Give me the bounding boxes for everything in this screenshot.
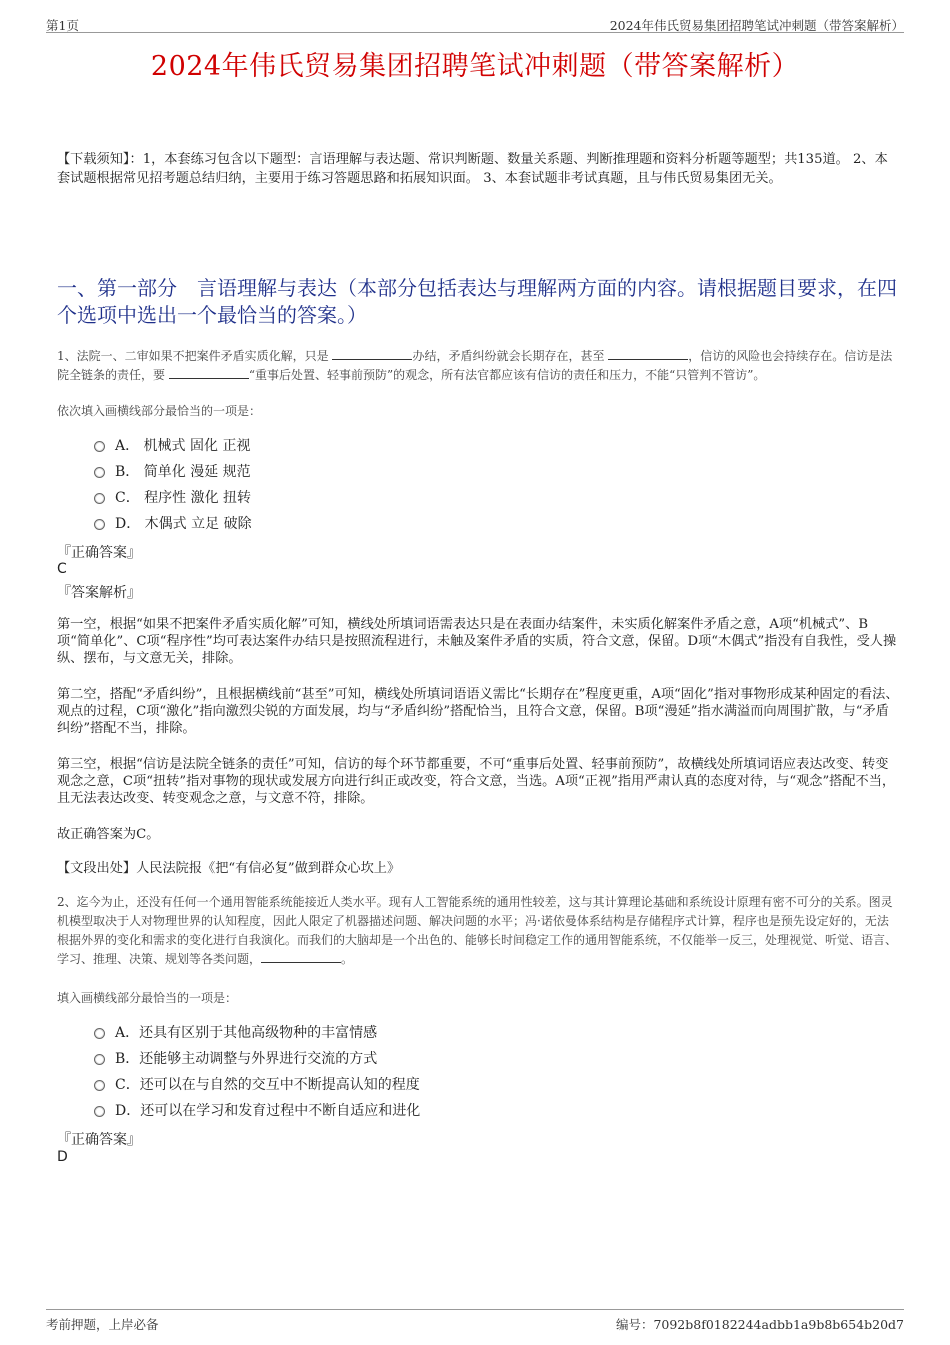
option-c[interactable]: C．还可以在与自然的交互中不断提高认知的程度 bbox=[94, 1072, 420, 1098]
footer-serial: 编号：7092b8f0182244adbb1a9b8b654b20d7 bbox=[615, 1317, 904, 1332]
section-heading: 一、第一部分 言语理解与表达（本部分包括表达与理解两方面的内容。请根据题目要求，在四个选项中选出一个最恰当的答案。） bbox=[57, 276, 897, 327]
page-number: 第1页 bbox=[46, 18, 79, 33]
analysis-paragraph: 第三空，根据“信访是法院全链条的责任”可知，信访的每个环节都重要，不可“重事后处置、轻事前预防”，故横线处所填词语应表达改变、转变观念之意，C项“扭转”指对事物的现状或发展方向进行纠正或改变，符合文意，当选。A项“正视”指用严肃认真的态度对待，与“观念”搭配不当，且无法表达改变、转变观念之意，与文意不符，排除。 bbox=[57, 757, 896, 806]
download-notice: 【下载须知】：1，本套练习包含以下题型：言语理解与表达题、常识判断题、数量关系题、判断推理题和资料分析题等题型；共135道。 2、本套试题根据常见招考题总结归纳，主要用于练习答题思路和拓展知识面。 3、本套试题非考试真题，且与伟氏贸易集团无关。 bbox=[57, 152, 888, 186]
blank-1[interactable] bbox=[332, 347, 412, 360]
document-title: 2024年伟氏贸易集团招聘笔试冲刺题（带答案解析） bbox=[150, 51, 800, 82]
radio-icon[interactable] bbox=[94, 1028, 105, 1039]
blank-1[interactable] bbox=[261, 950, 341, 963]
footer-slogan: 考前押题，上岸必备 bbox=[46, 1317, 159, 1332]
radio-icon[interactable] bbox=[94, 519, 105, 530]
option-a[interactable]: A．还具有区别于其他高级物种的丰富情感 bbox=[94, 1020, 420, 1046]
question-2-stem: 2、迄今为止，还没有任何一个通用智能系统能接近人类水平。现有人工智能系统的通用性较差，这与其计算理论基础和系统设计原理有密不可分的关系。图灵机模型取决于人对物理世界的认知程度，因此人限定了机器描述问题、解决问题的水平；冯·诺依曼体系结构是存储程序式计算，程序也是预先设定好的，无法根据外界的变化和需求的变化进行自我演化。而我们的大脑却是一个出色的、能够长时间稳定工作的通用智能系统，不仅能举一反三，处理视觉、听觉、语言、学习、推理、决策、规划等各类问题， 。 bbox=[57, 895, 898, 966]
radio-icon[interactable] bbox=[94, 1080, 105, 1091]
question-1-instruction: 依次填入画横线部分最恰当的一项是： bbox=[57, 404, 262, 418]
analysis-conclusion: 故正确答案为C。 bbox=[57, 827, 160, 842]
question-2-instruction: 填入画横线部分最恰当的一项是： bbox=[57, 991, 238, 1005]
option-d[interactable]: D． 木偶式 立足 破除 bbox=[94, 511, 252, 537]
question-2-options bbox=[94, 1020, 420, 1124]
option-a[interactable]: A． 机械式 固化 正视 bbox=[94, 433, 252, 459]
radio-icon[interactable] bbox=[94, 467, 105, 478]
radio-icon[interactable] bbox=[94, 441, 105, 452]
option-c[interactable]: C． 程序性 激化 扭转 bbox=[94, 485, 252, 511]
page-header bbox=[46, 12, 904, 33]
analysis-label: 『答案解析』 bbox=[57, 585, 141, 601]
radio-icon[interactable] bbox=[94, 493, 105, 504]
header-doc-title: 2024年伟氏贸易集团招聘笔试冲刺题（带答案解析） bbox=[609, 18, 904, 33]
correct-answer: C bbox=[57, 561, 67, 577]
correct-answer: D bbox=[57, 1149, 68, 1165]
option-b[interactable]: B．还能够主动调整与外界进行交流的方式 bbox=[94, 1046, 420, 1072]
page-footer bbox=[46, 1309, 904, 1332]
question-1-options bbox=[94, 433, 252, 537]
answer-label: 『正确答案』 bbox=[57, 545, 141, 561]
blank-2[interactable] bbox=[608, 347, 688, 360]
analysis-paragraph: 第一空，根据“如果不把案件矛盾实质化解”可知，横线处所填词语需表达只是在表面办结案件，未实质化解案件矛盾之意，A项“机械式”、B项“简单化”、C项“程序性”均可表达案件办结只是按照流程进行，未触及案件矛盾的实质，符合文意，保留。D项“木偶式”指没有自我性，受人操纵、摆布，与文意无关，排除。 bbox=[57, 617, 897, 666]
answer-label: 『正确答案』 bbox=[57, 1132, 141, 1148]
option-d[interactable]: D．还可以在学习和发育过程中不断自适应和进化 bbox=[94, 1098, 420, 1124]
question-1-stem: 1、法院一、二审如果不把案件矛盾实质化解，只是 办结，矛盾纠纷就会长期存在，甚至 ，信访的风险也会持续存在。信访是法院全链条的责任，要 “重事后处置、轻事前预防”的观念，所有法官都应该有信访的责任和压力，不能“只管判不管访”。 bbox=[57, 349, 893, 382]
radio-icon[interactable] bbox=[94, 1054, 105, 1065]
analysis-paragraph: 第二空，搭配“矛盾纠纷”，且根据横线前“甚至”可知，横线处所填词语语义需比“长期存在”程度更重，A项“固化”指对事物形成某种固定的看法、观点的过程，C项“激化”指向激烈尖锐的方面发展，均与“矛盾纠纷”搭配恰当，且符合文意，保留。B项“漫延”指水满溢而向周围扩散，与“矛盾纠纷”搭配不当，排除。 bbox=[57, 687, 899, 736]
option-b[interactable]: B． 简单化 漫延 规范 bbox=[94, 459, 252, 485]
blank-3[interactable] bbox=[169, 366, 249, 379]
radio-icon[interactable] bbox=[94, 1106, 105, 1117]
source-citation: 【文段出处】人民法院报《把“有信必复”做到群众心坎上》 bbox=[57, 861, 401, 876]
